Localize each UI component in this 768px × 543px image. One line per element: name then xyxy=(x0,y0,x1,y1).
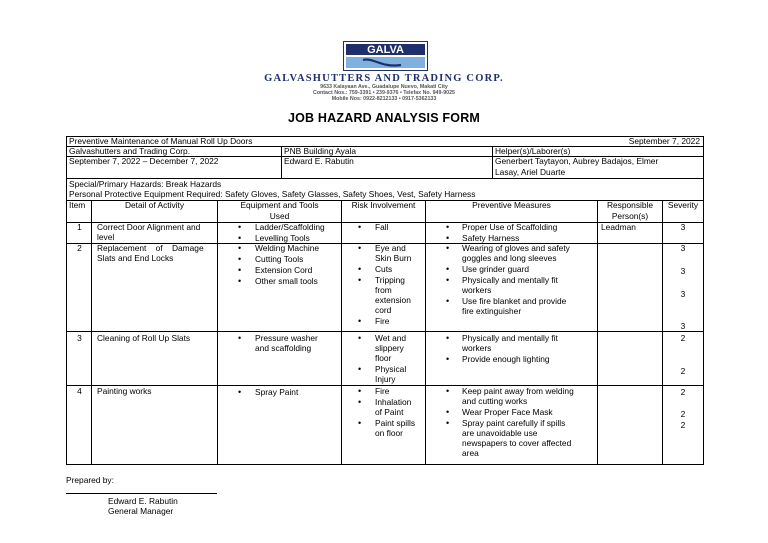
risk-text: extension xyxy=(375,295,411,305)
bullet-icon: • xyxy=(358,264,362,274)
equipment-text: Cutting Tools xyxy=(255,254,304,264)
helpers-label: Helper(s)/Laborer(s) xyxy=(495,146,571,156)
measure-text: and cutting works xyxy=(462,396,528,406)
activity-line: Slats and End Locks xyxy=(97,253,174,263)
equipment-text: Extension Cord xyxy=(255,265,313,275)
risk-text: of Paint xyxy=(375,407,404,417)
task-date: September 7, 2022 xyxy=(628,136,700,146)
risk-text: Physical xyxy=(375,364,407,374)
row-item-number: 2 xyxy=(77,243,82,253)
activity-line: Cleaning of Roll Up Slats xyxy=(97,333,191,343)
measure-text: workers xyxy=(462,285,492,295)
measure-text: Physically and mentally fit xyxy=(462,333,558,343)
column-header-responsible: Responsible xyxy=(606,200,654,210)
table-border xyxy=(703,136,704,465)
risk-text: Skin Burn xyxy=(375,253,412,263)
bullet-icon: • xyxy=(358,275,362,285)
column-header-measures: Preventive Measures xyxy=(472,200,551,210)
signer-name: Edward E. Rabutin xyxy=(108,496,178,506)
row-item-number: 1 xyxy=(77,222,82,232)
supervisor-field: Edward E. Rabutin xyxy=(284,156,354,166)
company-contact-line: Contact Nos.: 759-3391 • 239-9376 • Telefax No. 949-9025 xyxy=(313,90,455,96)
risk-text: Eye and xyxy=(375,243,406,253)
bullet-icon: • xyxy=(358,222,362,232)
bullet-icon: • xyxy=(446,264,450,274)
bullet-icon: • xyxy=(358,364,362,374)
bullet-icon: • xyxy=(358,316,362,326)
company-logo xyxy=(343,41,428,71)
risk-text: on floor xyxy=(375,428,403,438)
bullet-icon: • xyxy=(238,222,242,232)
bullet-icon: • xyxy=(446,418,450,428)
bullet-icon: • xyxy=(446,354,450,364)
bullet-icon: • xyxy=(238,243,242,253)
equipment-text: Welding Machine xyxy=(255,243,320,253)
bullet-icon: • xyxy=(446,333,450,343)
equipment-text: Spray Paint xyxy=(255,387,299,397)
column-header-risk: Risk Involvement xyxy=(351,200,416,210)
severity-value: 3 xyxy=(680,243,686,253)
measure-text: Physically and mentally fit xyxy=(462,275,558,285)
activity-line: level xyxy=(97,232,115,242)
severity-value: 2 xyxy=(680,387,686,397)
bullet-icon: • xyxy=(446,222,450,232)
measure-text: Provide enough lighting xyxy=(462,354,550,364)
severity-value: 2 xyxy=(680,366,686,376)
activity-line: Replacement of Damage xyxy=(97,243,204,253)
logo-text: GALVA xyxy=(367,44,404,57)
form-title: JOB HAZARD ANALYSIS FORM xyxy=(287,111,481,125)
bullet-icon: • xyxy=(446,407,450,417)
risk-text: Paint spills xyxy=(375,418,416,428)
bullet-icon: • xyxy=(358,397,362,407)
prepared-by-label: Prepared by: xyxy=(66,475,114,485)
measure-text: are unavoidable use xyxy=(462,428,538,438)
row-item-number: 3 xyxy=(77,333,82,343)
severity-value: 3 xyxy=(680,321,686,331)
activity-line: Painting works xyxy=(97,386,152,396)
risk-text: cord xyxy=(375,305,392,315)
bullet-icon: • xyxy=(446,243,450,253)
measure-text: Wearing of gloves and safety xyxy=(462,243,570,253)
bullet-icon: • xyxy=(238,333,242,343)
table-rule xyxy=(492,146,493,179)
location-field: PNB Building Ayala xyxy=(284,146,357,156)
row-item-number: 4 xyxy=(77,386,82,396)
bullet-icon: • xyxy=(446,386,450,396)
table-rule xyxy=(217,200,218,465)
bullet-icon: • xyxy=(446,275,450,285)
bullet-icon: • xyxy=(238,265,242,275)
risk-text: Inhalation xyxy=(375,397,412,407)
helpers-names-line: Lasay, Ariel Duarte xyxy=(495,167,566,177)
measure-text: goggles and long sleeves xyxy=(462,253,557,263)
table-rule xyxy=(341,200,342,465)
company-field: Galvashutters and Trading Corp. xyxy=(69,146,191,156)
risk-text: Injury xyxy=(375,374,396,384)
severity-value: 2 xyxy=(680,333,686,343)
bullet-icon: • xyxy=(238,254,242,264)
risk-text: slippery xyxy=(375,343,404,353)
measure-text: Spray paint carefully if spills xyxy=(462,418,566,428)
measure-text: workers xyxy=(462,343,492,353)
measure-text: Keep paint away from welding xyxy=(462,386,574,396)
measure-text: Proper Use of Scaffolding xyxy=(462,222,558,232)
severity-value: 3 xyxy=(680,289,686,299)
signature-line xyxy=(66,493,217,494)
risk-text: Fall xyxy=(375,222,389,232)
equipment-text: Ladder/Scaffolding xyxy=(255,222,325,232)
measure-text: Use grinder guard xyxy=(462,264,530,274)
equipment-text: Levelling Tools xyxy=(255,233,310,243)
column-header-equipment: Used xyxy=(269,211,290,221)
table-rule xyxy=(597,200,598,465)
measure-text: Wear Proper Face Mask xyxy=(462,407,553,417)
table-rule xyxy=(425,200,426,465)
measure-text: area xyxy=(462,448,479,458)
column-header-severity: Severity xyxy=(667,200,699,210)
bullet-icon: • xyxy=(446,296,450,306)
severity-value: 2 xyxy=(680,409,686,419)
severity-value: 3 xyxy=(680,266,686,276)
helpers-names-line: Generbert Taytayon, Aubrey Badajos, Elmer xyxy=(495,156,659,166)
bullet-icon: • xyxy=(446,233,450,243)
company-name: GALVASHUTTERS AND TRADING CORP. xyxy=(264,73,504,84)
risk-text: floor xyxy=(375,353,392,363)
bullet-icon: • xyxy=(358,333,362,343)
measure-text: fire extinguisher xyxy=(462,306,522,316)
column-header-responsible: Person(s) xyxy=(611,211,649,221)
bullet-icon: • xyxy=(238,387,242,397)
severity-value: 2 xyxy=(680,420,686,430)
bullet-icon: • xyxy=(358,418,362,428)
ppe-required: Personal Protective Equipment Required: Safety Gloves, Safety Glasses, Safety Shoes, Vest, Safety Harness xyxy=(69,189,476,199)
risk-text: Fire xyxy=(375,316,390,326)
activity-line: Correct Door Alignment and xyxy=(97,222,201,232)
table-border xyxy=(66,464,704,465)
risk-text: Cuts xyxy=(375,264,393,274)
risk-text: Wet and xyxy=(375,333,407,343)
risk-text: Tripping xyxy=(375,275,405,285)
table-rule xyxy=(66,331,704,332)
column-header-item: Item xyxy=(69,200,86,210)
measure-text: newspapers to cover affected xyxy=(462,438,572,448)
measure-text: Safety Harness xyxy=(462,233,520,243)
responsible-text: Leadman xyxy=(601,222,636,232)
company-mobile-line: Mobile Nos: 0922-8212133 • 0917-5362133 xyxy=(331,96,437,102)
equipment-text: Pressure washer xyxy=(255,333,318,343)
bullet-icon: • xyxy=(358,243,362,253)
table-rule xyxy=(281,156,282,178)
column-header-equipment: Equipment and Tools xyxy=(240,200,319,210)
task-name: Preventive Maintenance of Manual Roll Up Doors xyxy=(69,136,253,146)
column-header-activity: Detail of Activity xyxy=(124,200,185,210)
severity-value: 3 xyxy=(680,222,686,232)
bullet-icon: • xyxy=(358,386,362,396)
hazard-analysis-table xyxy=(66,136,704,465)
special-hazards: Special/Primary Hazards: Break Hazards xyxy=(69,179,222,189)
risk-text: from xyxy=(375,285,392,295)
equipment-text: Other small tools xyxy=(255,276,318,286)
table-border xyxy=(66,136,67,465)
risk-text: Fire xyxy=(375,386,390,396)
signer-title: General Manager xyxy=(108,506,174,516)
measure-text: Use fire blanket and provide xyxy=(462,296,567,306)
bullet-icon: • xyxy=(238,276,242,286)
period-field: September 7, 2022 – December 7, 2022 xyxy=(69,156,219,166)
equipment-text: and scaffolding xyxy=(255,343,312,353)
company-address-line: 9633 Kalayaan Ave., Guadalupe Nuevo, Makati City xyxy=(320,84,448,90)
bullet-icon: • xyxy=(238,233,242,243)
